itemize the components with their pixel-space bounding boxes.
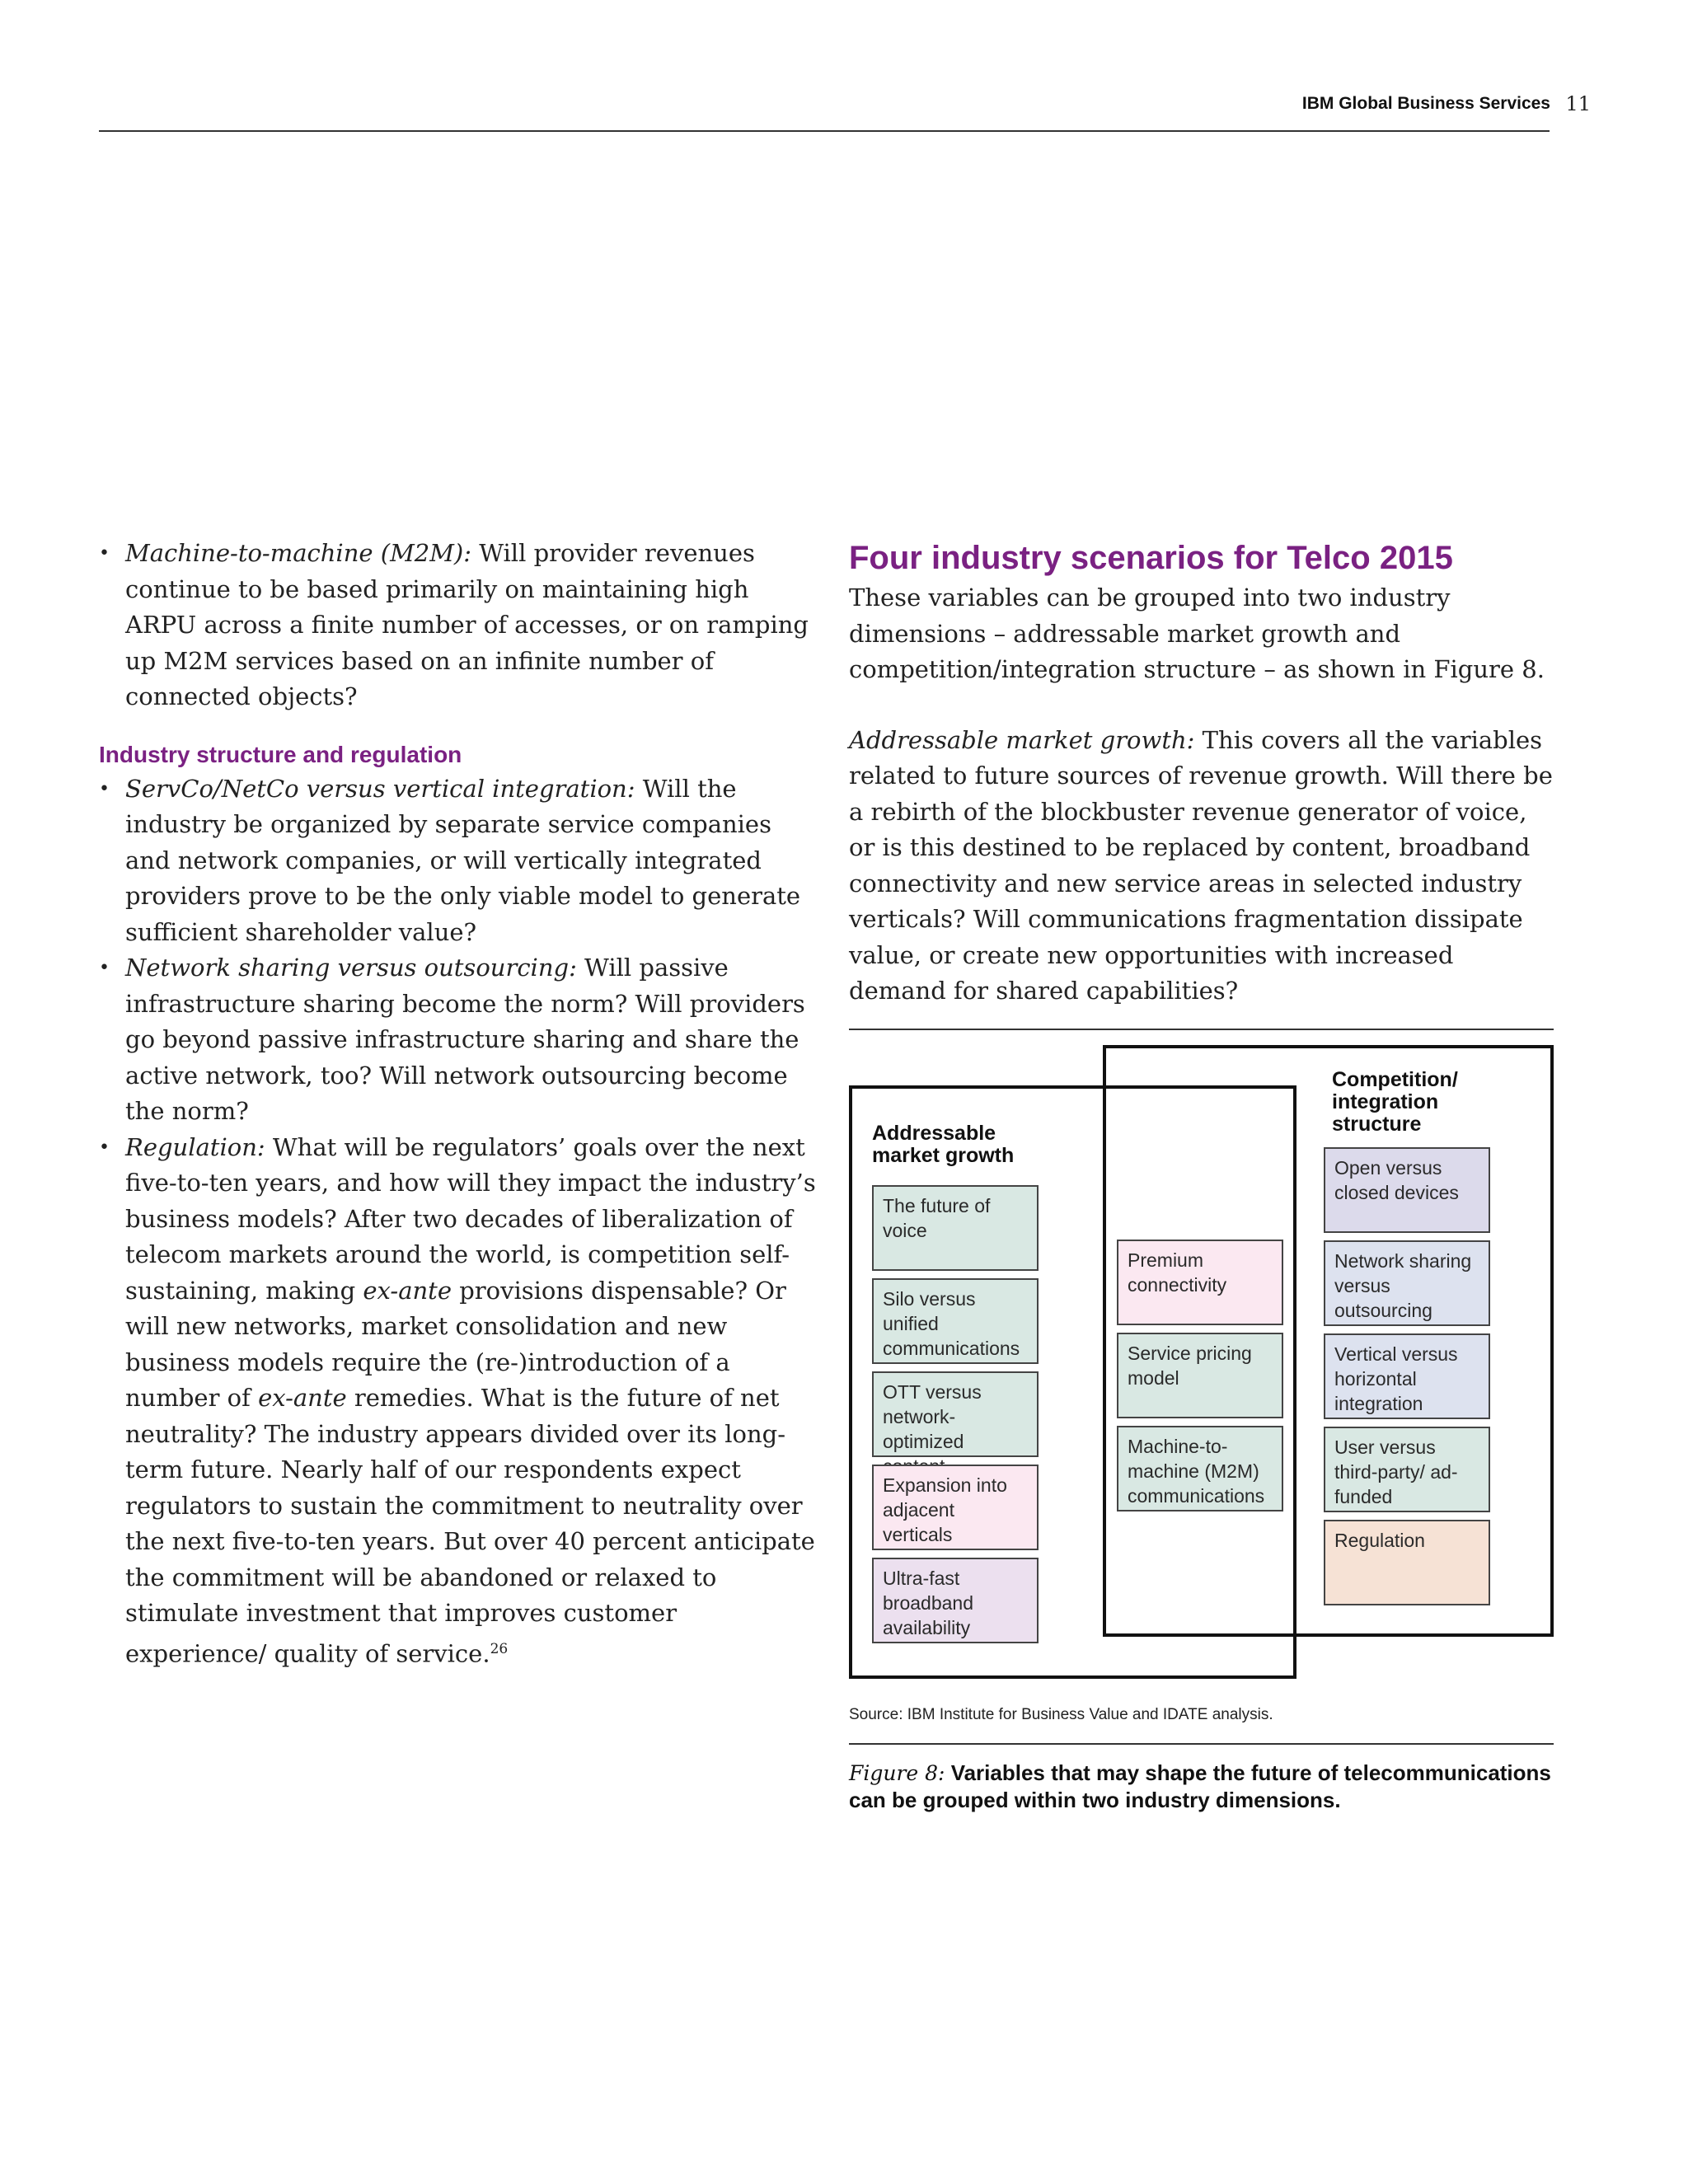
bullet-dot: • xyxy=(99,1137,110,1158)
growth-variable-box: Expansion into adjacent verticals xyxy=(872,1465,1039,1550)
structure-variable-box: Network sharing versus outsourcing xyxy=(1324,1240,1490,1326)
bullet-text: remedies. What is the future of net neutrality? The industry appears divided over its long-term future. Nearly half of our respondents expect regulators to sustain the commitment to neutrality over the next five-to-ten years. But over 40 percent anticipate the commitment will be abandoned or relaxed to stimulate investment that improves customer experience/ quality of service. xyxy=(125,1384,815,1668)
paragraph-lead: Addressable market growth: xyxy=(849,725,1195,754)
shared-variable-box: Service pricing model xyxy=(1117,1333,1283,1418)
list-item xyxy=(99,771,816,951)
paragraph-text: This covers all the variables related to future sources of revenue growth. Will there be a rebirth of the blockbuster revenue generator of voice, or is this destined to be replaced by content, broadband connectivity and new service areas in selected industry verticals? Will communications fragmentation dissipate value, or create new opportunities with increased demand for shared capabilities? xyxy=(849,725,1553,1005)
right-column xyxy=(849,536,1554,1010)
m2m-bullet-list xyxy=(99,536,816,715)
structure-variable-box: User versus third-party/ ad-funded xyxy=(1324,1427,1490,1512)
header-title: IBM Global Business Services xyxy=(1301,94,1550,113)
intro-paragraph: These variables can be grouped into two industry dimensions – addressable market growth and competition/integration structure – as shown in Figure 8. xyxy=(849,583,1545,683)
caption-label: Figure 8: xyxy=(849,1761,945,1785)
bullet-text: What will be regulators’ goals over the next five-to-ten years, and how will they impact the industry’s business models? After two decades of liberalization of telecom markets around the world, is competition self-sustaining, making xyxy=(125,1132,816,1305)
list-item xyxy=(99,950,816,1130)
footnote-ref: 26 xyxy=(490,1640,509,1657)
bullet-dot: • xyxy=(99,778,110,799)
italic-term: ex-ante xyxy=(363,1276,452,1305)
industry-bullet-list xyxy=(99,771,816,1672)
growth-variable-box: Ultra-fast broadband availability xyxy=(872,1558,1039,1643)
page-number: 11 xyxy=(1565,92,1591,115)
bullet-lead: Machine-to-machine (M2M): xyxy=(125,539,472,567)
addressable-market-heading: Addressable market growth xyxy=(872,1122,1015,1167)
competition-structure-heading: Competition/ integration structure xyxy=(1332,1068,1458,1136)
bullet-text: provisions dispensable? Or will new networks, market consolidation and new business models require the (re-)introduction of a number of xyxy=(125,1276,786,1412)
shared-variable-box: Premium connectivity xyxy=(1117,1240,1283,1325)
figure-bottom-rule xyxy=(849,1743,1554,1745)
scenarios-heading: Four industry scenarios for Telco 2015 xyxy=(849,540,1453,576)
shared-variable-box: Machine-to-machine (M2M) communications xyxy=(1117,1426,1283,1511)
bullet-dot: • xyxy=(99,543,110,564)
figure-source: Source: IBM Institute for Business Value and IDATE analysis. xyxy=(849,1706,1273,1723)
figure-caption xyxy=(849,1760,1558,1814)
structure-variable-box: Open versus closed devices xyxy=(1324,1147,1490,1233)
growth-variable-box: The future of voice xyxy=(872,1185,1039,1271)
bullet-text: Will the industry be organized by separate service companies and network companies, or will vertically integrated providers prove to be the only viable model to generate sufficient shareholder value? xyxy=(125,774,801,946)
caption-text: Variables that may shape the future of telecommunications can be grouped within two industry dimensions. xyxy=(849,1760,1551,1812)
structure-variable-box: Regulation xyxy=(1324,1520,1490,1605)
section-heading: Industry structure and regulation xyxy=(99,741,462,767)
bullet-text: Will provider revenues continue to be based primarily on maintaining high ARPU across a finite number of accesses, or on ramping up M2M services based on an infinite number of connected objects? xyxy=(125,539,809,710)
bullet-lead: Network sharing versus outsourcing: xyxy=(125,954,577,982)
market-growth-paragraph xyxy=(849,723,1554,1010)
list-item xyxy=(99,1130,816,1672)
header-divider xyxy=(99,130,1550,132)
growth-variable-box: OTT versus network-optimized xyxy=(872,1371,1039,1457)
list-item xyxy=(99,536,816,715)
bullet-lead: Regulation: xyxy=(125,1132,265,1161)
left-column xyxy=(99,536,816,1672)
bullet-lead: ServCo/NetCo versus vertical integration: xyxy=(125,774,635,803)
bullet-dot: • xyxy=(99,958,110,978)
bullet-text: Will passive infrastructure sharing become the norm? Will providers go beyond passive infrastructure sharing and share the active network, too? Will network outsourcing become the norm? xyxy=(125,954,805,1125)
structure-variable-box: Vertical versus horizontal integration xyxy=(1324,1333,1490,1419)
italic-term: ex-ante xyxy=(258,1384,347,1412)
growth-variable-box: Silo versus unified communications xyxy=(872,1278,1039,1364)
figure-top-rule xyxy=(849,1029,1554,1030)
